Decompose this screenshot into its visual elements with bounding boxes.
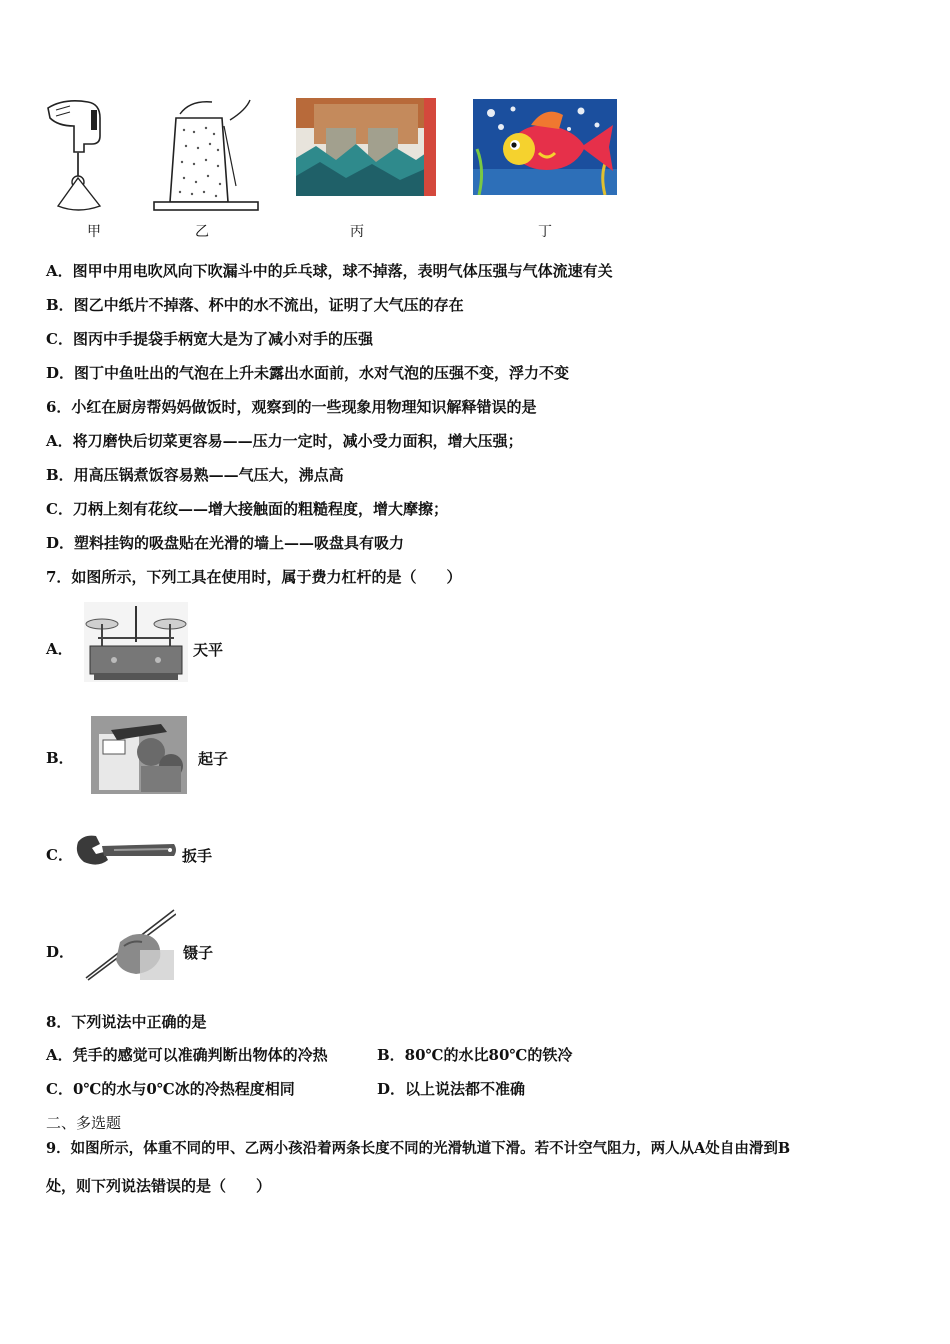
balance-scale-image <box>84 602 188 682</box>
q8-option-d: D．以上说法都不准确 <box>377 1080 526 1098</box>
q6-option-c: C．刀柄上刻有花纹——增大接触面的粗糙程度，增大摩擦； <box>46 500 448 518</box>
q7-option-d-letter: D． <box>46 943 75 961</box>
q7-option-a-name: 天平 <box>193 641 224 659</box>
bottle-opener-image <box>91 716 187 794</box>
q9-stem-line2: 处，则下列说法错误的是（ ） <box>46 1177 272 1195</box>
q6-option-b: B．用高压锅煮饭容易熟——气压大，沸点高 <box>46 466 344 484</box>
q7-option-a-letter: A． <box>46 640 73 658</box>
q5-option-b: B．图乙中纸片不掉落、杯中的水不流出，证明了大气压的存在 <box>46 296 464 314</box>
q5-option-a: A．图甲中用电吹风向下吹漏斗中的乒乓球，球不掉落，表明气体压强与气体流速有关 <box>46 262 613 280</box>
q6-option-a: A．将刀磨快后切菜更容易——压力一定时，减小受力面积，增大压强； <box>46 432 523 450</box>
q8-option-c: C．0℃的水与0℃冰的冷热程度相同 <box>46 1080 295 1098</box>
figure-bing-handbag <box>296 98 436 196</box>
caption-yi: 乙 <box>195 224 209 240</box>
tweezers-image <box>80 906 176 984</box>
caption-ding: 丁 <box>538 224 552 240</box>
q5-option-d: D．图丁中鱼吐出的气泡在上升未露出水面前，水对气泡的压强不变，浮力不变 <box>46 364 570 382</box>
q8-option-b: B．80℃的水比80℃的铁冷 <box>377 1046 573 1064</box>
q6-option-d: D．塑料挂钩的吸盘贴在光滑的墙上——吸盘具有吸力 <box>46 534 405 552</box>
q8-option-a: A．凭手的感觉可以准确判断出物体的冷热 <box>46 1046 328 1064</box>
wrench-image <box>74 832 178 870</box>
q6-stem: 6．小红在厨房帮妈妈做饭时，观察到的一些现象用物理知识解释错误的是 <box>46 398 537 416</box>
q7-option-b-letter: B． <box>46 749 74 767</box>
q7-option-d-name: 镊子 <box>183 944 214 962</box>
q7-option-c-letter: C． <box>46 846 73 864</box>
q7-option-b-name: 起子 <box>198 750 229 768</box>
q7-stem: 7．如图所示，下列工具在使用时，属于费力杠杆的是（ ） <box>46 568 462 586</box>
q5-option-c: C．图丙中手提袋手柄宽大是为了减小对手的压强 <box>46 330 373 348</box>
q7-option-c-name: 扳手 <box>182 847 213 865</box>
section-title-multiple-choice: 二、多选题 <box>46 1114 122 1132</box>
caption-bing: 丙 <box>350 224 364 240</box>
figure-ding-fish <box>473 99 617 195</box>
q8-stem: 8．下列说法中正确的是 <box>46 1013 207 1031</box>
figure-yi-cup <box>150 96 262 216</box>
figure-jia-hairdryer <box>44 96 120 216</box>
q9-stem-line1: 9．如图所示，体重不同的甲、乙两小孩沿着两条长度不同的光滑轨道下滑。若不计空气阻力，两人从A处自由滑到B <box>46 1140 791 1157</box>
caption-jia: 甲 <box>87 224 101 240</box>
